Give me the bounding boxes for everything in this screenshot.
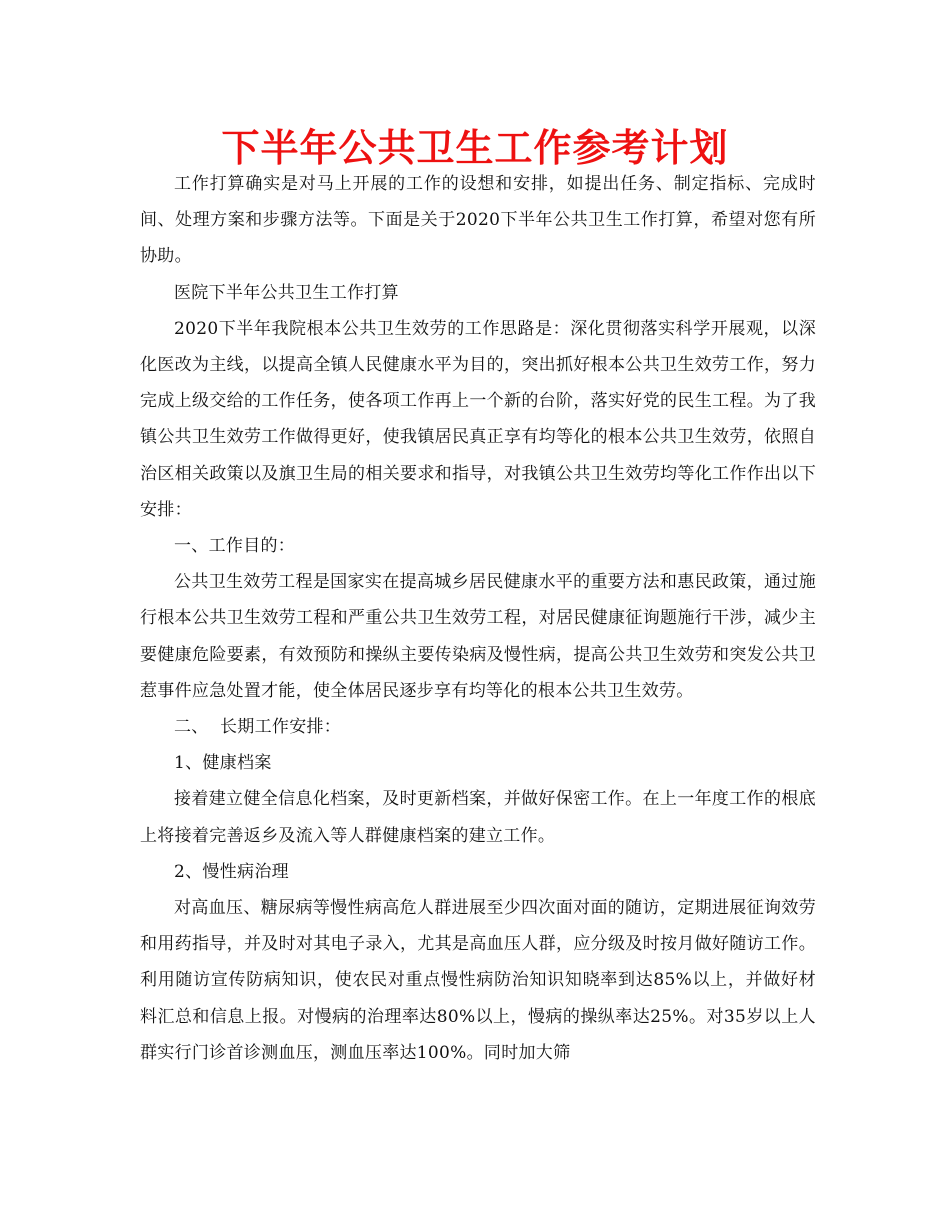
heading-work-goal: 一、工作目的： xyxy=(174,536,296,557)
paragraph-subtitle: 医院下半年公共卫生工作打算 xyxy=(174,282,399,303)
paragraph-intro: 工作打算确实是对马上开展的工作的设想和安排，如提出任务、制定指标、完成时间、处理方案和步骤方法等。下面是关于2020下半年公共卫生工作打算，希望对您有所协助。 xyxy=(140,174,816,267)
document-title: 下半年公共卫生工作参考计划 xyxy=(221,126,729,170)
paragraph-health-records: 接着建立健全信息化档案，及时更新档案，并做好保密工作。在上一年度工作的根底上将接着完善返乡及流入等人群健康档案的建立工作。 xyxy=(140,789,816,846)
heading-long-term-plan: 二、 长期工作安排： xyxy=(174,717,342,738)
heading-chronic-disease: 2、慢性病治理 xyxy=(174,861,289,882)
heading-health-records: 1、健康档案 xyxy=(174,753,272,774)
paragraph-work-goal: 公共卫生效劳工程是国家实在提高城乡居民健康水平的重要方法和惠民政策，通过施行根本公共卫生效劳工程和严重公共卫生效劳工程，对居民健康征询题施行干涉，减少主要健康危险要素，有效预防和操纵主要传染病及慢性病，提高公共卫生效劳和突发公共卫惹事件应急处置才能，使全体居民逐步享有均等化的根本公共卫生效劳。 xyxy=(140,572,816,701)
document-body xyxy=(140,166,816,1071)
paragraph-chronic-disease: 对高血压、糖尿病等慢性病高危人群进展至少四次面对面的随访，定期进展征询效劳和用药指导，并及时对其电子录入，尤其是高血压人群，应分级及时按月做好随访工作。利用随访宣传防病知识，使农民对重点慢性病防治知识知晓率到达85%以上，并做好材料汇总和信息上报。对慢病的治理率达80%以上，慢病的操纵率达25%。对35岁以上人群实行门诊首诊测血压，测血压率达100%。同时加大筛 xyxy=(140,898,816,1063)
paragraph-work-thinking: 2020下半年我院根本公共卫生效劳的工作思路是：深化贯彻落实科学开展观，以深化医改为主线，以提高全镇人民健康水平为目的，突出抓好根本公共卫生效劳工作，努力完成上级交给的工作任务，使各项工作再上一个新的台阶，落实好党的民生工程。为了我镇公共卫生效劳工作做得更好，使我镇居民真正享有均等化的根本公共卫生效劳，依照自治区相关政策以及旗卫生局的相关要求和指导，对我镇公共卫生效劳均等化工作作出以下安排： xyxy=(140,318,816,520)
